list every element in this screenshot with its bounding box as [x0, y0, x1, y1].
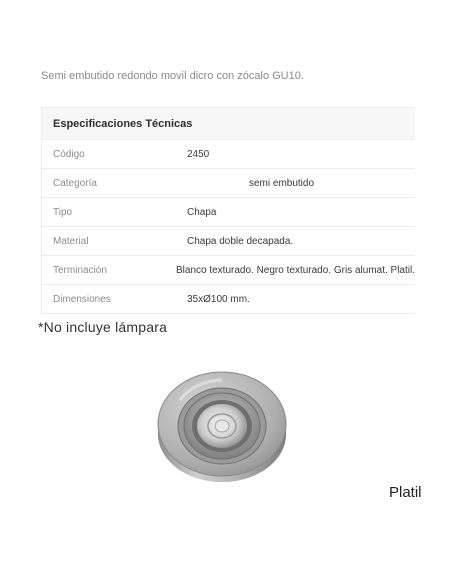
product-image — [152, 352, 292, 497]
spec-key: Tipo — [53, 206, 73, 218]
spec-table — [41, 107, 415, 314]
spec-value: 2450 — [187, 148, 210, 160]
finish-label: Platil — [389, 484, 422, 501]
spec-row-terminacion — [42, 256, 415, 285]
spec-key: Material — [53, 235, 89, 247]
downlight-icon — [152, 352, 292, 492]
spec-row-dimensiones — [42, 285, 415, 314]
spec-value: Chapa doble decapada. — [187, 235, 294, 247]
spec-row-categoria — [42, 169, 415, 198]
spec-key: Código — [53, 148, 85, 160]
spec-value: 35xØ100 mm. — [187, 293, 250, 305]
lamp-not-included-note: *No incluye lámpara — [38, 319, 168, 335]
spec-key: Terminación — [53, 264, 107, 276]
spec-key: Dimensiones — [53, 293, 111, 305]
spec-value: Chapa — [187, 206, 217, 218]
product-subtitle: Semi embutido redondo movil dicro con zócalo GU10. — [41, 70, 304, 82]
spec-row-material — [42, 227, 415, 256]
spec-table-title: Especificaciones Técnicas — [42, 108, 415, 140]
spec-key: Categoría — [53, 177, 97, 189]
spec-row-tipo — [42, 198, 415, 227]
spec-row-codigo — [42, 140, 415, 169]
spec-value: Blanco texturado. Negro texturado. Gris alumat. Platil. — [175, 264, 415, 276]
spec-value-link[interactable]: semi embutido — [249, 177, 315, 189]
